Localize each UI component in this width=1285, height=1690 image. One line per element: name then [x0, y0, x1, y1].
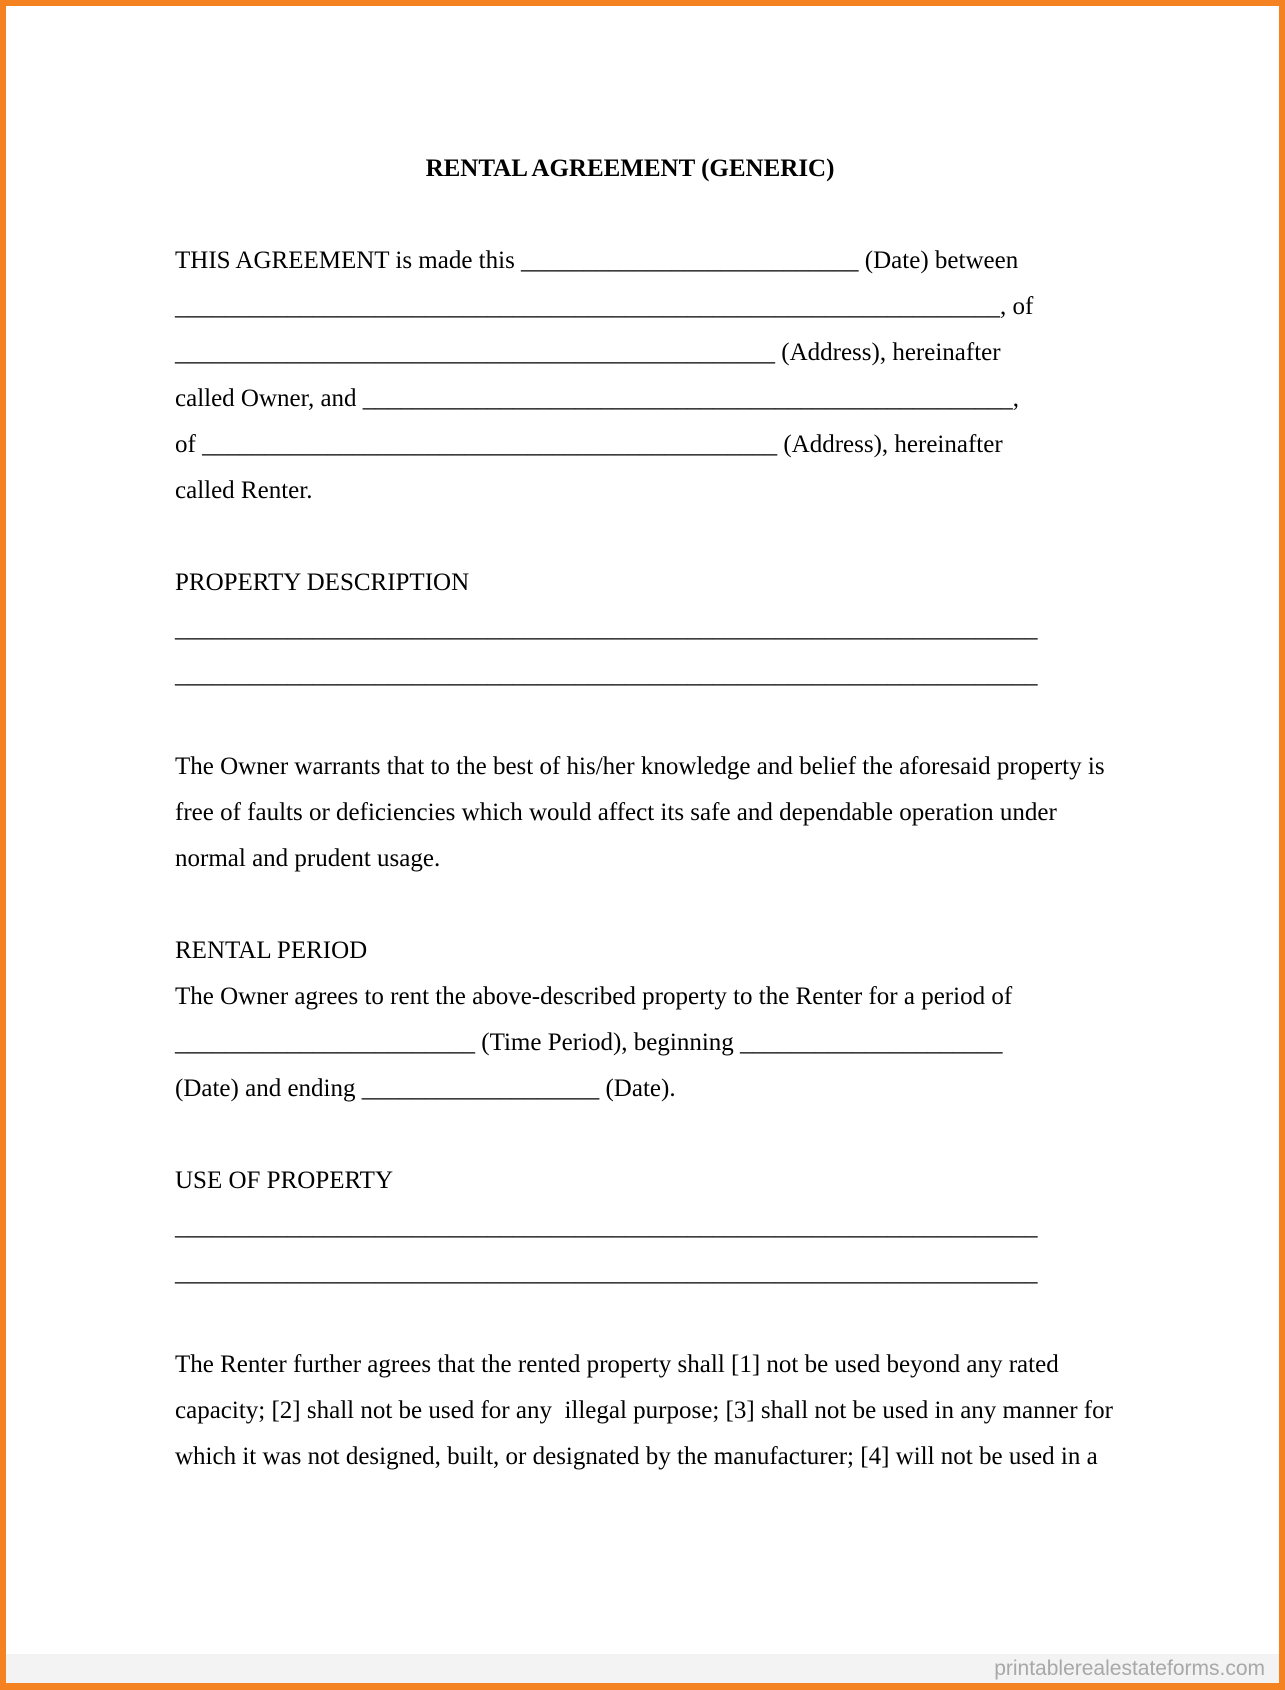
fill-in-line: _____________________________________________________________________ — [175, 1259, 1038, 1286]
page-title: RENTAL AGREEMENT (GENERIC) — [425, 155, 835, 182]
doc-line: The Owner warrants that to the best of his/her knowledge and belief the aforesaid property is — [175, 753, 1105, 780]
doc-line: free of faults or deficiencies which would affect its safe and dependable operation under — [175, 799, 1057, 826]
doc-line: ________________________ (Time Period), beginning _____________________ — [175, 1029, 1003, 1056]
line-spacer — [175, 1112, 1055, 1158]
footer-site-text: printablerealestateforms.com — [994, 1657, 1265, 1680]
footer-bar — [6, 1654, 1279, 1683]
doc-line: THIS AGREEMENT is made this ___________________________ (Date) between — [175, 247, 1019, 274]
document-body — [175, 146, 1113, 1480]
doc-line: which it was not designed, built, or designated by the manufacturer; [4] will not be used in a — [175, 1443, 1098, 1470]
fill-in-line: _____________________________________________________________________ — [175, 615, 1038, 642]
fill-in-line: _____________________________________________________________________ — [175, 661, 1038, 688]
doc-line: of ______________________________________________ (Address), hereinafter — [175, 431, 1003, 458]
doc-line: The Renter further agrees that the rented property shall [1] not be used beyond any rated — [175, 1351, 1059, 1378]
doc-line: ________________________________________________ (Address), hereinafter — [175, 339, 1001, 366]
doc-line: __________________________________________________________________, of — [175, 293, 1034, 320]
doc-line: (Date) and ending ___________________ (Date). — [175, 1075, 676, 1102]
section-heading-property-description: PROPERTY DESCRIPTION — [175, 569, 470, 596]
line-spacer — [175, 514, 1055, 560]
doc-line: capacity; [2] shall not be used for any illegal purpose; [3] shall not be used in any manner for — [175, 1397, 1113, 1424]
line-spacer — [175, 882, 1055, 928]
doc-line: called Owner, and ____________________________________________________, — [175, 385, 1020, 412]
section-heading-use-of-property: USE OF PROPERTY — [175, 1167, 393, 1194]
doc-line: The Owner agrees to rent the above-described property to the Renter for a period of — [175, 983, 1013, 1010]
doc-line: normal and prudent usage. — [175, 845, 441, 872]
section-heading-rental-period: RENTAL PERIOD — [175, 937, 368, 964]
fill-in-line: _____________________________________________________________________ — [175, 1213, 1038, 1240]
line-spacer — [175, 1296, 1055, 1342]
line-spacer — [175, 192, 1055, 238]
line-spacer — [175, 698, 1055, 744]
doc-line: called Renter. — [175, 477, 313, 504]
